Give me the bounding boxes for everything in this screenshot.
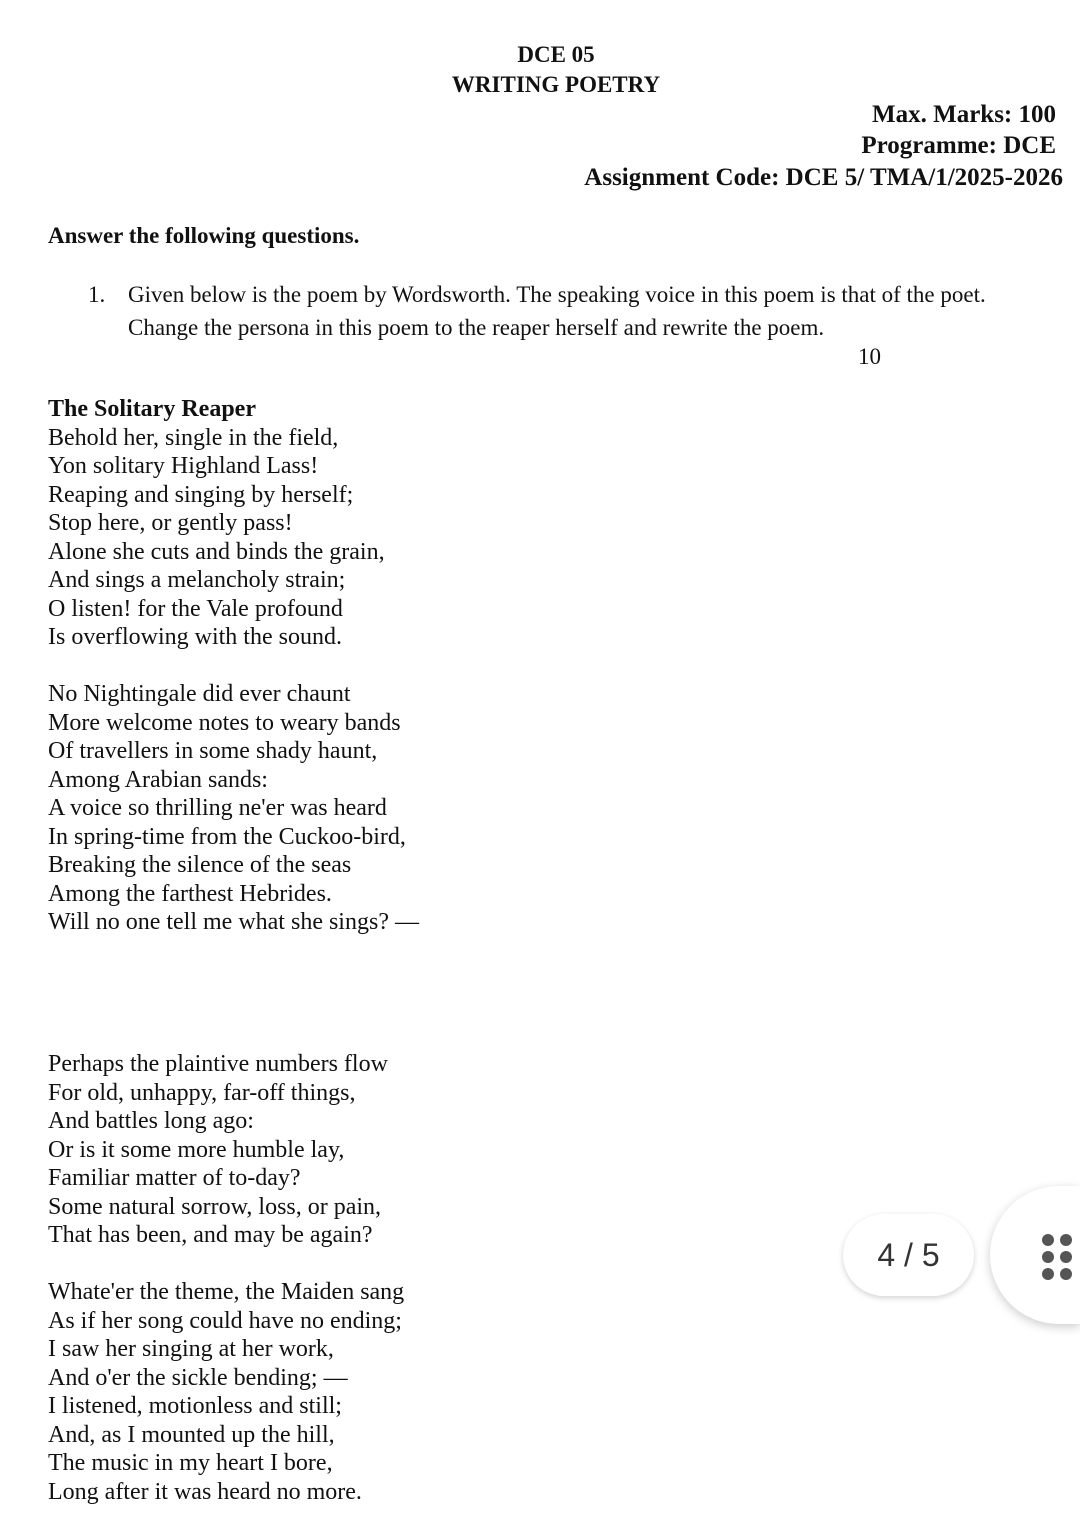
- poem-line: Behold her, single in the field,: [48, 424, 339, 451]
- poem-line: The music in my heart I bore,: [48, 1450, 333, 1476]
- poem-line: And o'er the sickle bending; —: [48, 1364, 348, 1391]
- assignment-code: Assignment Code: DCE 5/ TMA/1/2025-2026: [584, 164, 1063, 191]
- poem-title: The Solitary Reaper: [48, 396, 256, 422]
- page-indicator-text: 4 / 5: [877, 1236, 940, 1273]
- question-line: Change the persona in this poem to the reaper herself and rewrite the poem.: [128, 315, 825, 340]
- course-code: DCE 05: [517, 42, 595, 67]
- question-text: [128, 278, 1068, 344]
- poem-line: Or is it some more humble lay,: [48, 1136, 345, 1163]
- poem-line: O listen! for the Vale profound: [48, 595, 343, 622]
- poem-line: Breaking the silence of the seas: [48, 852, 352, 878]
- poem-line: Alone she cuts and binds the grain,: [48, 538, 385, 565]
- poem-line: Among Arabian sands:: [48, 766, 268, 793]
- poem-line: In spring-time from the Cuckoo-bird,: [48, 823, 406, 850]
- poem-line: Is overflowing with the sound.: [48, 624, 342, 650]
- programme: Programme: DCE: [861, 132, 1056, 159]
- poem-stanza-3: [48, 1050, 388, 1250]
- poem-line: Whate'er the theme, the Maiden sang: [48, 1279, 405, 1305]
- poem-stanza-4: [48, 1278, 404, 1506]
- poem-line: No Nightingale did ever chaunt: [48, 681, 351, 707]
- poem-line: And sings a melancholy strain;: [48, 567, 346, 593]
- poem-line: For old, unhappy, far-off things,: [48, 1079, 356, 1106]
- course-title: WRITING POETRY: [451, 72, 661, 97]
- poem-line: That has been, and may be again?: [48, 1222, 373, 1248]
- poem-line: I listened, motionless and still;: [48, 1393, 342, 1419]
- poem-line: More welcome notes to weary bands: [48, 709, 401, 736]
- poem-line: Among the farthest Hebrides.: [48, 880, 332, 907]
- poem-line: A voice so thrilling ne'er was heard: [48, 795, 387, 821]
- question-line: Given below is the poem by Wordsworth. The speaking voice in this poem is that of the poet.: [128, 282, 986, 307]
- grid-dots-icon: [1042, 1234, 1072, 1280]
- max-marks: Max. Marks: 100: [872, 101, 1056, 128]
- instruction: Answer the following questions.: [48, 223, 360, 248]
- question-number: 1.: [88, 282, 106, 307]
- poem-line: As if her song could have no ending;: [48, 1307, 402, 1334]
- poem-line: Perhaps the plaintive numbers flow: [48, 1051, 388, 1077]
- question-marks: 10: [858, 344, 881, 369]
- poem-stanza-2: [48, 680, 419, 937]
- poem-line: Will no one tell me what she sings? —: [48, 909, 419, 935]
- viewer-menu-button[interactable]: [990, 1186, 1080, 1324]
- poem-line: And, as I mounted up the hill,: [48, 1421, 335, 1448]
- poem-line: Stop here, or gently pass!: [48, 510, 293, 536]
- poem-line: Yon solitary Highland Lass!: [48, 453, 319, 479]
- poem-line: Some natural sorrow, loss, or pain,: [48, 1193, 382, 1220]
- poem-line: Reaping and singing by herself;: [48, 481, 354, 508]
- poem-line: Long after it was heard no more.: [48, 1478, 362, 1505]
- page-indicator[interactable]: [843, 1214, 974, 1296]
- poem-line: Familiar matter of to-day?: [48, 1165, 301, 1191]
- poem-line: And battles long ago:: [48, 1108, 254, 1134]
- poem-stanza-1: [48, 395, 385, 652]
- poem-line: I saw her singing at her work,: [48, 1336, 334, 1362]
- poem-line: Of travellers in some shady haunt,: [48, 738, 378, 764]
